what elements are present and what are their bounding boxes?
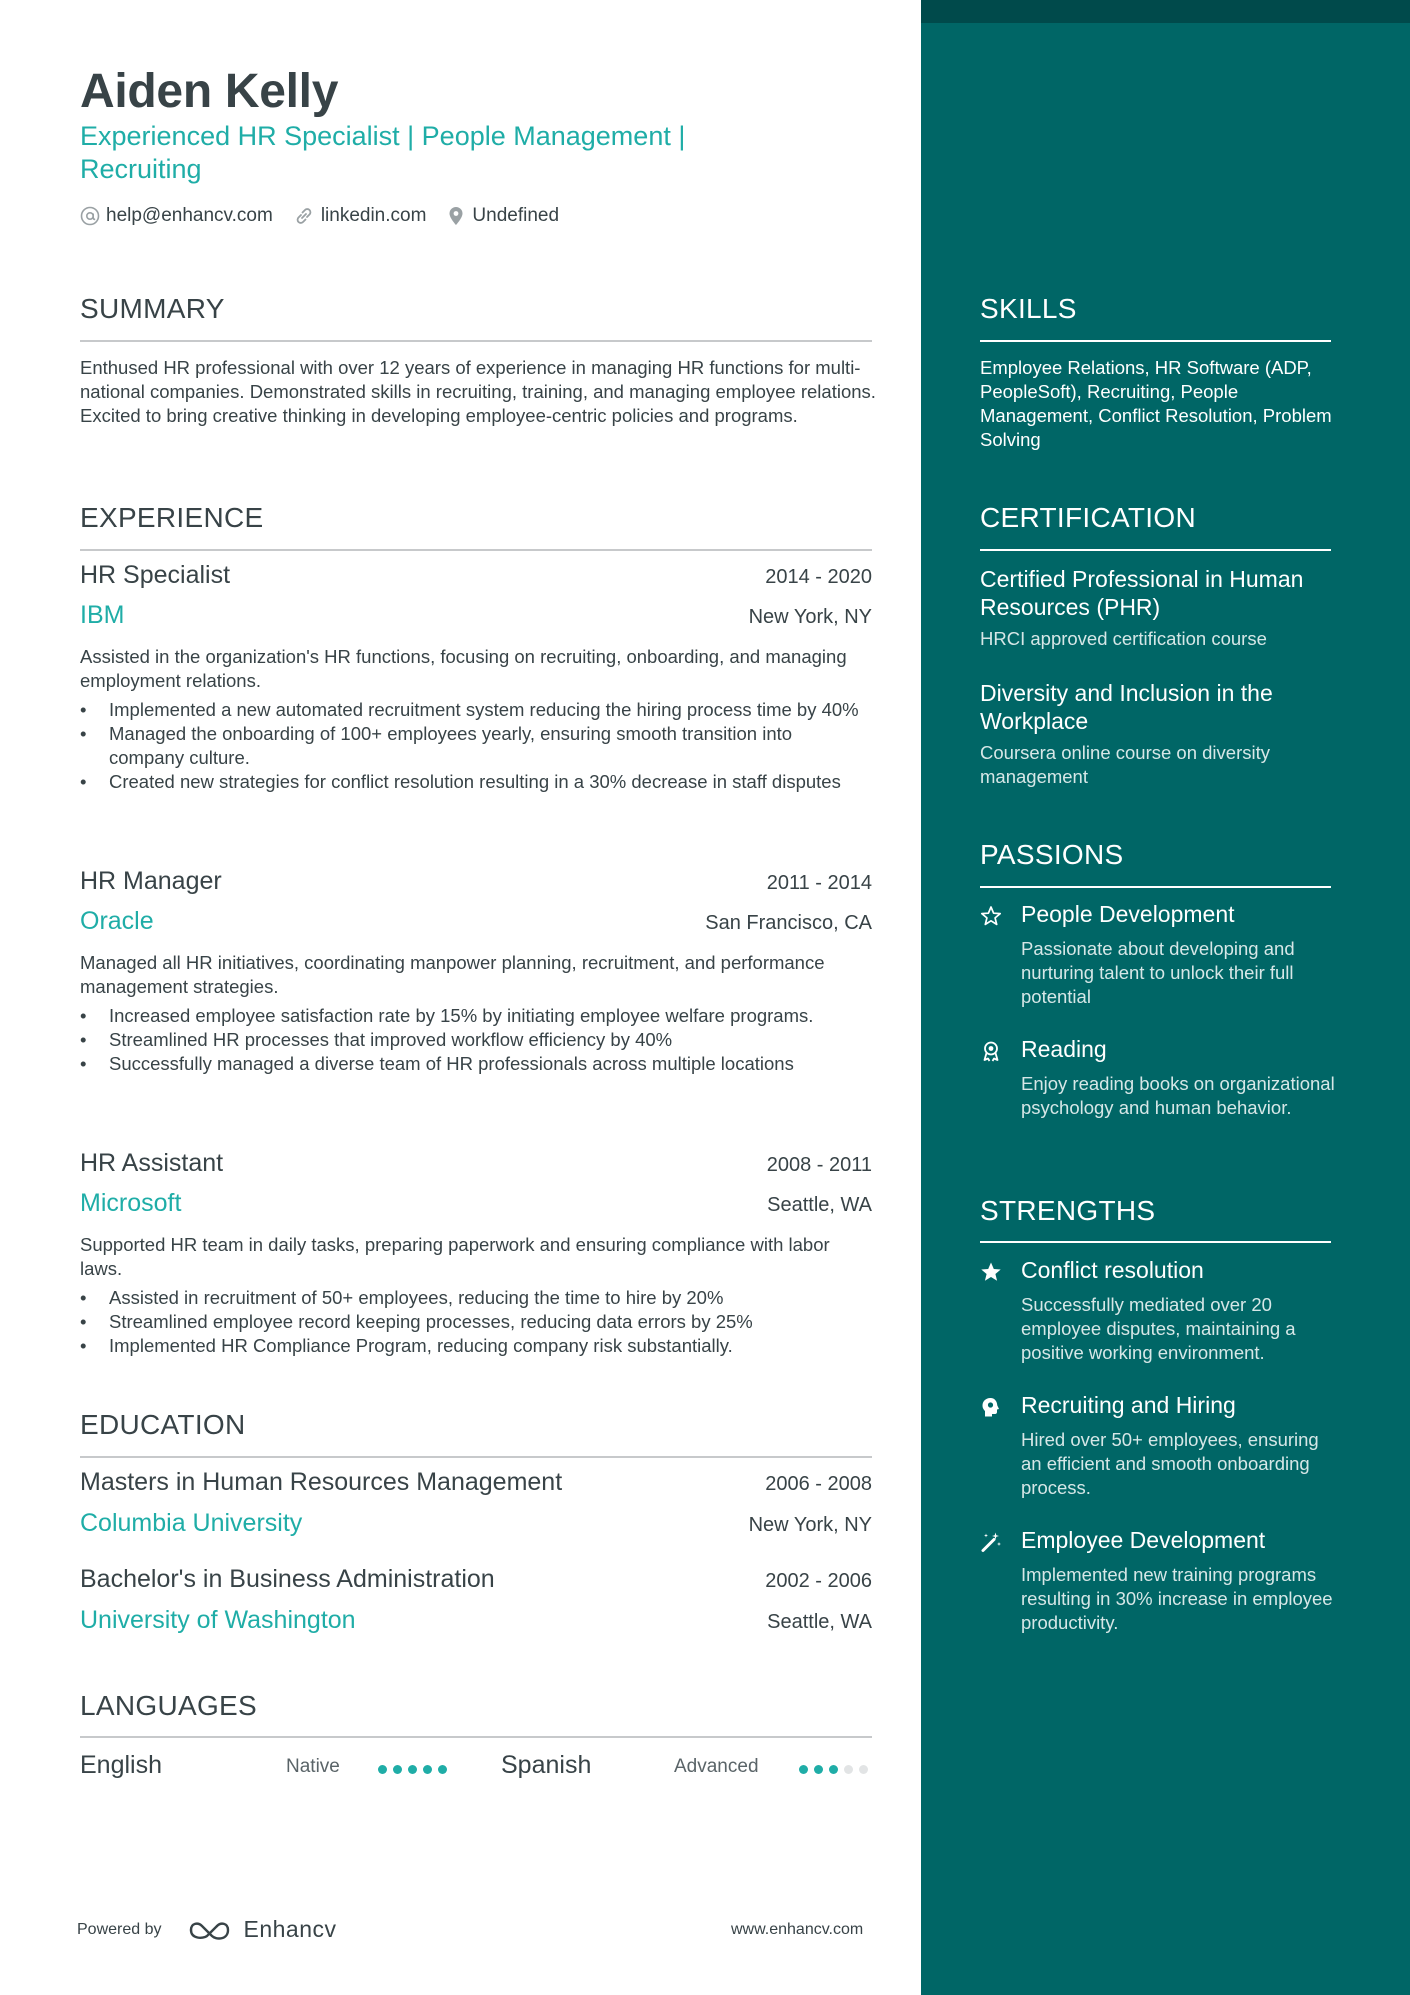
rating-dot-filled [799,1765,808,1774]
headline-line: Experienced HR Specialist | People Management | [80,121,686,151]
strengths-divider [980,1241,1331,1243]
strength-description: Hired over 50+ employees, ensuring an efficient and smooth onboarding process. [1021,1429,1319,1498]
job-dates: 2014 - 2020 [765,566,872,588]
summary-text: Enthused HR professional with over 12 years of experience in managing HR functions for multi-national companies. Demonstrated skills in recruiting, training, and managing employee relations. Excited to bring creative thinking in developing employee-centric policies and programs. [80,357,876,426]
rating-dot-filled [423,1765,432,1774]
certification-entry [980,679,1340,789]
passions-heading: PASSIONS [980,839,1124,870]
sidebar [921,0,1410,1995]
languages-divider [80,1736,872,1738]
head-icon [980,1396,1002,1418]
achievement-item: • Managed the onboarding of 100+ employees yearly, ensuring smooth transition into company culture. [80,722,872,770]
website-text: linkedin.com [320,205,427,226]
certification-divider [980,549,1331,551]
languages-list [80,1751,872,1787]
job-company: IBM [80,601,125,629]
brand-name: Enhancv [243,1916,337,1942]
star-filled-icon [980,1261,1002,1283]
star-outline-icon [980,905,1002,927]
magic-wand-icon [980,1531,1002,1553]
email-contact[interactable] [80,205,273,227]
education-location: New York, NY [748,1514,872,1536]
language-name: English [80,1751,162,1779]
job-entry [80,561,872,794]
rating-dot-filled [408,1765,417,1774]
rating-dot-filled [378,1765,387,1774]
skills-text: Employee Relations, HR Software (ADP, PeopleSoft), Recruiting, People Management, Conflict Resolution, Problem Solving [980,357,1332,450]
job-location: San Francisco, CA [705,912,872,934]
achievement-item: • Increased employee satisfaction rate by 15% by initiating employee welfare programs. [80,1004,872,1028]
job-entry [80,1149,872,1358]
achievement-item: • Streamlined employee record keeping processes, reducing data errors by 25% [80,1310,872,1334]
school: Columbia University [80,1509,303,1537]
education-divider [80,1456,872,1458]
certification-description: Coursera online course on diversity management [980,742,1270,787]
enhancv-logo-icon [188,1918,234,1942]
rating-dot-empty [859,1765,868,1774]
degree: Masters in Human Resources Management [80,1468,563,1496]
language-rating [378,1765,453,1774]
certification-description: HRCI approved certification course [980,628,1267,649]
footer-url[interactable]: www.enhancv.com [731,1921,864,1938]
languages-heading: LANGUAGES [80,1690,257,1721]
strength-title: Conflict resolution [1021,1257,1204,1283]
email-text: help@enhancv.com [106,205,273,226]
job-title: HR Specialist [80,561,231,589]
strength-title: Recruiting and Hiring [1021,1392,1236,1418]
passion-title: Reading [1021,1036,1107,1062]
skills-heading: SKILLS [980,293,1077,324]
certification-title: Diversity and Inclusion in the Workplace [980,680,1273,734]
rating-dot-filled [393,1765,402,1774]
strength-description: Implemented new training programs resulting in 30% increase in employee productivity. [1021,1564,1333,1633]
strength-description: Successfully mediated over 20 employee disputes, maintaining a positive working environment. [1021,1294,1296,1363]
education-entry [80,1468,872,1550]
headline [80,120,740,186]
rating-dot-empty [844,1765,853,1774]
website-contact[interactable] [293,205,427,227]
job-dates: 2011 - 2014 [766,872,872,894]
contact-info [80,205,579,227]
map-pin-icon [446,205,466,227]
certification-heading: CERTIFICATION [980,502,1196,533]
achievement-item: • Assisted in recruitment of 50+ employees, reducing the time to hire by 20% [80,1286,872,1310]
achievement-item: • Created new strategies for conflict resolution resulting in a 30% decrease in staff disputes [80,770,872,794]
job-achievements [80,1004,872,1076]
candidate-name: Aiden Kelly [80,65,339,118]
passion-description: Enjoy reading books on organizational psychology and human behavior. [1021,1073,1335,1118]
job-company: Oracle [80,907,154,935]
job-title: HR Assistant [80,1149,224,1177]
summary-divider [80,340,872,342]
job-description: Managed all HR initiatives, coordinating manpower planning, recruitment, and performance management strategies. [80,952,825,997]
job-location: New York, NY [748,606,872,628]
headline-line: Recruiting [80,154,202,184]
degree: Bachelor's in Business Administration [80,1565,495,1593]
at-icon [80,206,100,226]
job-description: Assisted in the organization's HR functions, focusing on recruiting, onboarding, and managing employment relations. [80,646,847,691]
job-achievements [80,1286,872,1358]
certification-entry [980,565,1340,651]
job-company: Microsoft [80,1189,182,1217]
experience-heading: EXPERIENCE [80,502,264,533]
achievement-item: • Implemented HR Compliance Program, reducing company risk substantially. [80,1334,872,1358]
skills-divider [980,340,1331,342]
language-rating [799,1765,874,1774]
education-entry [80,1565,872,1647]
passions-divider [980,886,1331,888]
location-text: Undefined [472,205,560,226]
language-name: Spanish [501,1751,592,1779]
award-icon [980,1040,1002,1062]
language-level: Advanced [674,1756,759,1777]
experience-divider [80,549,872,551]
education-heading: EDUCATION [80,1409,246,1440]
passion-description: Passionate about developing and nurturing talent to unlock their full potential [1021,938,1295,1007]
strengths-heading: STRENGTHS [980,1195,1156,1226]
certification-title: Certified Professional in Human Resources (PHR) [980,566,1304,620]
job-achievements [80,698,872,794]
rating-dot-filled [829,1765,838,1774]
education-dates: 2006 - 2008 [765,1473,872,1495]
school: University of Washington [80,1606,356,1634]
education-dates: 2002 - 2006 [765,1570,872,1592]
passion-title: People Development [1021,901,1235,927]
job-location: Seattle, WA [767,1194,872,1216]
location-contact [446,205,559,227]
rating-dot-filled [438,1765,447,1774]
job-title: HR Manager [80,867,222,895]
rating-dot-filled [814,1765,823,1774]
sidebar-top-bar [921,0,1410,23]
powered-by-label: Powered by [77,1920,162,1938]
job-dates: 2008 - 2011 [766,1154,872,1176]
job-description: Supported HR team in daily tasks, preparing paperwork and ensuring compliance with labor laws. [80,1234,830,1279]
education-location: Seattle, WA [767,1611,872,1633]
job-entry [80,867,872,1076]
language-level: Native [286,1756,340,1777]
achievement-item: • Successfully managed a diverse team of HR professionals across multiple locations [80,1052,872,1076]
summary-heading: SUMMARY [80,293,225,324]
achievement-item: • Implemented a new automated recruitment system reducing the hiring process time by 40% [80,698,872,722]
link-icon [293,206,315,226]
achievement-item: • Streamlined HR processes that improved workflow efficiency by 40% [80,1028,872,1052]
strength-title: Employee Development [1021,1527,1266,1553]
footer-branding [77,1916,337,1943]
